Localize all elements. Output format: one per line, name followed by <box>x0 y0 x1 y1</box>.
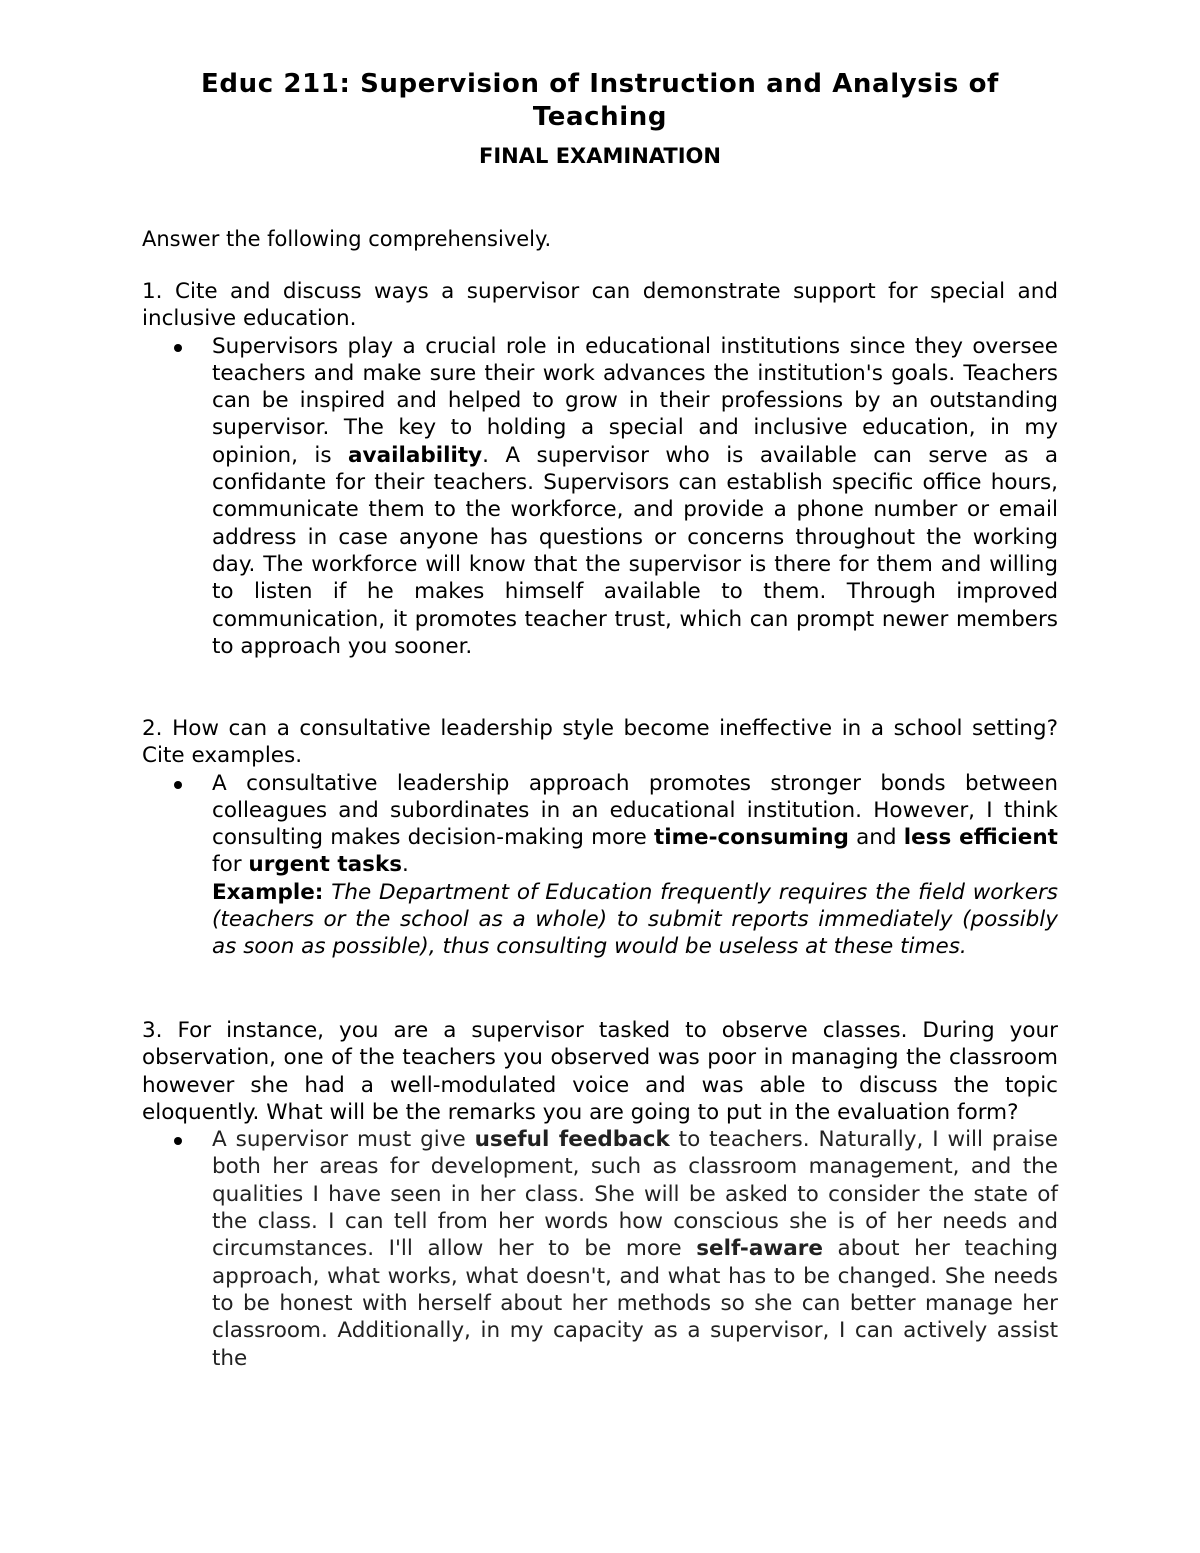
question-1-text: 1. Cite and discuss ways a supervisor can demonstrate support for special and inclusive education. <box>142 279 1058 332</box>
answer-2-emphasis-a: time-consuming <box>653 825 849 851</box>
instruction-text: Answer the following comprehensively. <box>142 227 552 251</box>
document-title: Educ 211: Supervision of Instruction and Analysis of Teaching <box>201 69 999 132</box>
answer-3-text-c: about her teaching approach, what works, what doesn't, and what has to be changed. She needs to be honest with herself about her methods so she can better manage her classroom. Additionally, in my capacity as a supervisor, I can actively assist the <box>212 1236 1058 1371</box>
question-2-block <box>142 715 1058 961</box>
question-2-text: 2. How can a consultative leadership style become ineffective in a school setting? Cite examples. <box>142 716 1058 769</box>
answer-3 <box>212 1126 1058 1372</box>
bullet-icon <box>174 1137 182 1145</box>
answer-3-text-b: to teachers. Naturally, I will praise both her areas for development, such as classroom management, and the qualities I have seen in her class. She will be asked to consider the state of the class. I can tell from her words how conscious she is of her needs and circumstances. I'll allow her to be more <box>212 1127 1058 1262</box>
answer-2-emphasis-c: urgent tasks <box>248 852 403 878</box>
answer-2-text-c: for <box>212 852 242 878</box>
answer-3-text-a: A supervisor must give <box>212 1127 466 1153</box>
answer-3-emphasis-a: useful feedback <box>474 1127 670 1153</box>
question-3-block <box>142 1017 1058 1372</box>
answer-1-text-b: . A supervisor who is available can serve as a confidante for their teachers. Supervisors can establish specific office hours, communicate them to the workforce, and provide a phone number or email address in case anyone has questions or concerns throughout the working day. The workforce will know that the supervisor is there for them and willing to listen if he makes himself available to them. Through improved communication, it promotes teacher trust, which can prompt newer members to approach you sooner. <box>212 442 1058 659</box>
question-3-text: 3. For instance, you are a supervisor tasked to observe classes. During your observation, one of the teachers you observed was poor in managing the classroom however she had a well-modulated voice and was able to discuss the topic eloquently. What will be the remarks you are going to put in the evaluation form? <box>142 1018 1058 1125</box>
answer-1 <box>212 333 1058 661</box>
answer-2-text-b: and <box>856 825 897 851</box>
bullet-icon <box>174 344 182 352</box>
example-text: The Department of Education frequently requires the field workers (teachers or the school as a whole) to submit reports immediately (possibly as soon as possible), thus consulting would be useless at these times. <box>212 879 1058 960</box>
answer-2-text-d: . <box>402 852 409 878</box>
answer-3-emphasis-b: self-aware <box>696 1236 823 1262</box>
question-1-block <box>142 278 1058 660</box>
answer-1-emphasis: availability <box>348 442 483 468</box>
answer-2 <box>212 770 1058 961</box>
answer-1-text-a: Supervisors play a crucial role in educational institutions since they oversee teachers and make sure their work advances the institution's goals. Teachers can be inspired and helped to grow in their professions by an outstanding supervisor. The key to holding a special and inclusive education, in my opinion, is <box>212 333 1058 468</box>
bullet-icon <box>174 781 182 789</box>
answer-2-text-a: A consultative leadership approach promotes stronger bonds between colleagues and subordinates in an educational institution. However, I think consulting makes decision-making more <box>212 770 1058 851</box>
document-subtitle: FINAL EXAMINATION <box>479 144 721 168</box>
example-label: Example: <box>212 879 324 905</box>
answer-2-emphasis-b: less efficient <box>903 825 1058 851</box>
